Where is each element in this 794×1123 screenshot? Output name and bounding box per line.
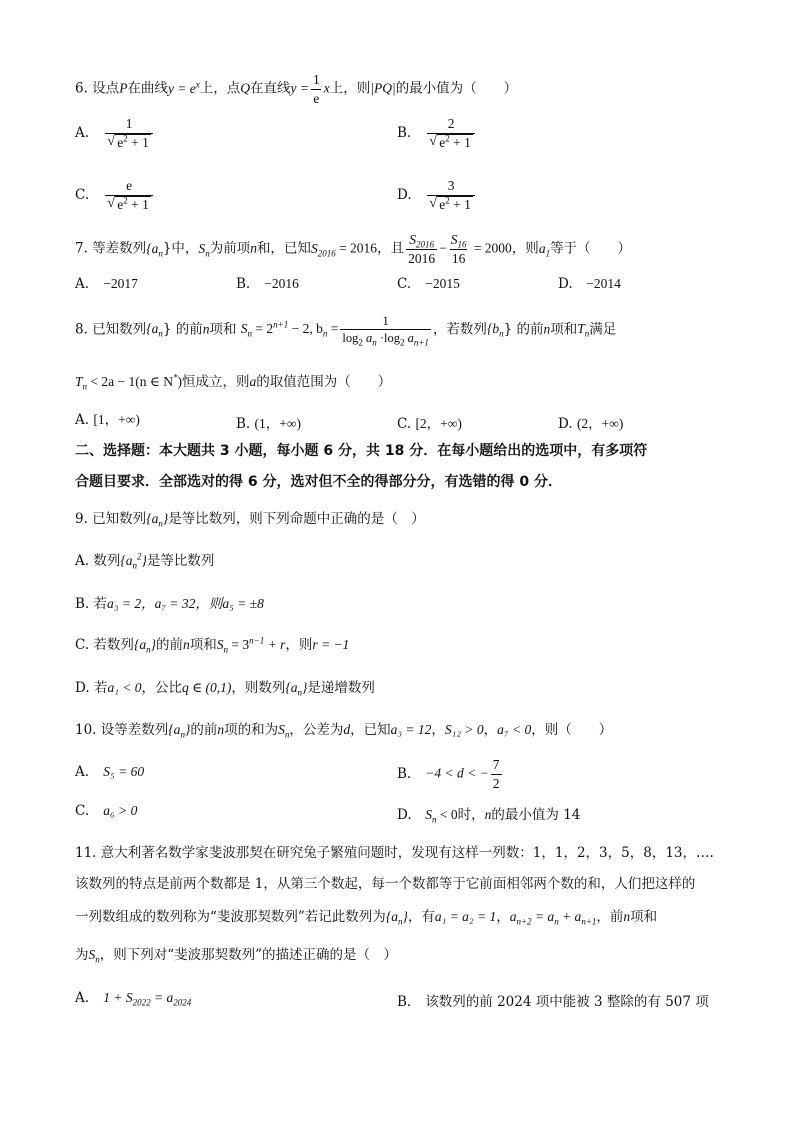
q6-line-fraction: $\frac{1}{e}$ [313,72,320,106]
q10-option-d: D. $S_n < 0$时，n的最小值为 14 [397,807,581,825]
q6-option-d: D. 3 √ $e^2 + 1$ [397,178,477,212]
q11-option-a: A. $1 + S_{2022} = a_{2024}$ [75,990,192,1008]
q11-option-b: B. 该数列的前 2024 项中能被 3 整除的有 507 项 [397,994,709,1010]
q6-option-c: C. e √ $e^2 + 1$ [75,178,155,212]
q10-option-c: C. a₆ > 0 [75,803,138,819]
q8-option-d: D. (2，+∞) [558,416,624,432]
q7-option-d: D. −2014 [558,276,621,292]
q11-line2: 该数列的特点是前两个数都是 1，从第三个数起，每一个数都等于它前面相邻两个数的和，人们把这样的 [75,876,696,892]
q10-option-a: A. S₅ = 60 [75,764,145,780]
q11-line4: 为$S_n$，则下列对“斐波那契数列”的描述正确的是（ ） [75,947,398,965]
q7-option-b: B. −2016 [236,276,299,292]
q8-option-a: A. [1，+∞) [75,412,140,428]
q6-option-b: B. 2 √ $e^2 + 1$ [397,116,477,150]
q7-option-c: C. −2015 [397,276,460,292]
q10-option-b: B. −4 < d < − $\frac{7}{2}$ [397,757,500,791]
q9-option-c: C. 若数列$\{a_n\}$的前n项和$S_n = 3^{n-1} + r$，则r = −1 [75,635,350,655]
q7-option-a: A. −2017 [75,276,138,292]
q8-option-b: B. (1，+∞) [236,416,301,432]
section-2-heading-line1: 二、选择题：本大题共 3 小题，每小题 6 分，共 18 分．在每小题给出的选项中，有多项符 [75,443,648,459]
q8-option-c: C. [2，+∞) [397,416,462,432]
q6-option-a: A. 1 √ $e^2 + 1$ [75,116,155,150]
q9-option-a: A. 数列$\{a_n^2\}$是等比数列 [75,551,215,571]
q10-stem: 10. 设等差数列$\{a_n\}$的前n项的和为$S_n$，公差为d，已知a₃ = 12，S₁₂ > 0，a₇ < 0，则（ ） [75,722,613,740]
q8-stem-line2: $T_n < 2a - 1(n$ ∈ N*)恒成立，则a的取值范围为（ ） [75,372,392,392]
section-2-heading-line2: 合题目要求．全部选对的得 6 分，选对但不全的得部分分，有选错的得 0 分． [75,474,562,490]
q6-stem: 6. 设点P在曲线$y = e^x$上，点Q在直线y = $\frac{1}{e}$ x上，则|PQ|的最小值为（ ） [75,72,518,106]
q7-stem: 7. 等差数列$\{a_n\}$中，$S_n$为前项n和，已知$S_{2016} = 2016$，且 $\frac{S_{2016}}{2016}$ − $\frac{S_{16}}{16}$ = 2000，则$a_1$等于（ ） [75,232,632,266]
q8-stem-line1: 8. 已知数列$\{a_n\}$ 的前n项和 $S_n = 2^{n+1} - 2$, $b_n$ = $\frac{1}{\log_2 a_n \cdot\log_2 a_{n+1}}$ ，若数列$\{b_n\}$ 的前n项和$T_n$满足 [75,314,617,348]
q11-line1: 11. 意大利著名数学家斐波那契在研究兔子繁殖问题时，发现有这样一列数：1，1，2，3，5，8，13，…. [75,845,714,861]
q9-option-b: B. 若a₃ = 2，a₇ = 32，则a₅ = ±8 [75,596,264,612]
q9-option-d: D. 若a₁ < 0，公比q ∈ (0,1)，则数列$\{a_n\}$是递增数列 [75,680,375,698]
q11-line3: 一列数组成的数列称为“斐波那契数列”若记此数列为$\{a_n\}$，有a₁ = a₂ = 1，$a_{n+2} = a_n + a_{n+1}$，前n项和 [75,909,658,927]
q9-stem: 9. 已知数列$\{a_n\}$是等比数列，则下列命题中正确的是（ ） [75,511,425,529]
